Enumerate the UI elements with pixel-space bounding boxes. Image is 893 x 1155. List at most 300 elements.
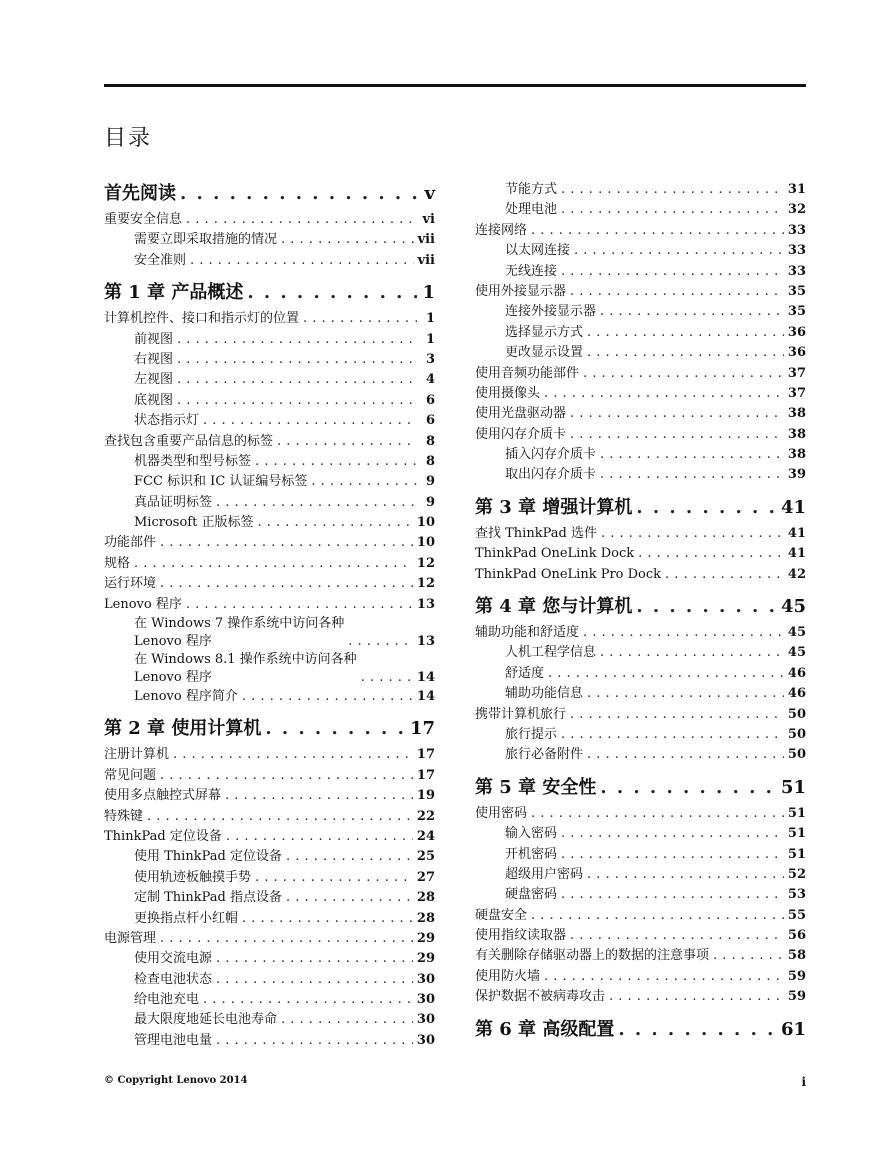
toc-leader-dots xyxy=(242,687,413,707)
toc-leader-dots xyxy=(173,745,413,765)
toc-entry-page-number: 17 xyxy=(416,747,435,763)
toc-entry-title: 规格 xyxy=(104,555,131,571)
toc-section-entry[interactable] xyxy=(475,364,806,384)
toc-section-entry[interactable] xyxy=(104,574,435,594)
toc-subsection-entry[interactable] xyxy=(104,909,435,929)
toc-section-entry[interactable] xyxy=(475,404,806,424)
toc-section-entry[interactable] xyxy=(475,987,806,1007)
toc-entry-page-number: 51 xyxy=(787,846,806,862)
toc-entry-title: 安全准则 xyxy=(134,252,187,268)
toc-section-entry[interactable] xyxy=(475,947,806,967)
toc-entry-page-number: 28 xyxy=(416,910,435,926)
toc-subsection-entry[interactable] xyxy=(475,845,806,865)
toc-entry-title: 第 5 章 安全性 xyxy=(475,776,597,798)
toc-entry-page-number: 52 xyxy=(787,866,806,882)
toc-entry-title: 输入密码 xyxy=(505,826,558,842)
toc-entry-title: 左视图 xyxy=(134,372,174,388)
toc-entry-title: 携带计算机旅行 xyxy=(475,706,567,722)
toc-leader-dots xyxy=(160,533,413,553)
toc-entry-page-number: 12 xyxy=(416,576,435,592)
toc-leader-dots xyxy=(587,865,784,885)
toc-subsection-entry[interactable] xyxy=(475,241,806,261)
toc-section-entry[interactable] xyxy=(475,623,806,643)
toc-entry-title: 需要立即采取措施的情况 xyxy=(134,232,278,248)
toc-entry-title: 连接外接显示器 xyxy=(505,304,597,320)
toc-subsection-entry[interactable] xyxy=(475,725,806,745)
toc-leader-dots xyxy=(561,885,784,905)
toc-leader-dots xyxy=(601,524,784,544)
toc-leader-dots xyxy=(600,465,784,485)
toc-chapter-entry[interactable] xyxy=(104,279,435,307)
toc-entry-page-number: 46 xyxy=(787,686,806,702)
toc-entry-page-number: 56 xyxy=(787,928,806,944)
toc-section-entry[interactable] xyxy=(104,595,435,615)
toc-subsection-entry[interactable] xyxy=(104,251,435,271)
toc-entry-page-number: 37 xyxy=(787,365,806,381)
toc-leader-dots xyxy=(160,929,413,949)
toc-entry-page-number: 30 xyxy=(416,971,435,987)
toc-leader-dots xyxy=(574,241,784,261)
toc-leader-dots xyxy=(286,888,413,908)
toc-entry-title: 辅助功能信息 xyxy=(505,686,584,702)
toc-entry-title: 功能部件 xyxy=(104,535,157,551)
toc-entry-page-number: 36 xyxy=(787,324,806,340)
toc-entry-title: 超级用户密码 xyxy=(505,866,584,882)
toc-right-column xyxy=(475,180,806,1046)
toc-entry-page-number: 51 xyxy=(787,805,806,821)
toc-entry-page-number: 3 xyxy=(425,351,435,367)
toc-entry-title-line: Lenovo 程序 xyxy=(134,670,212,686)
toc-leader-dots xyxy=(570,282,784,302)
toc-entry-page-number: v xyxy=(424,183,435,204)
toc-entry-title: 底视图 xyxy=(134,392,174,408)
toc-leader-dots xyxy=(177,350,417,370)
toc-entry-title: 状态指示灯 xyxy=(134,413,200,429)
toc-section-entry[interactable] xyxy=(104,309,435,329)
toc-leader-dots xyxy=(303,309,417,329)
toc-entry-page-number: 32 xyxy=(787,202,806,218)
toc-entry-page-number: 33 xyxy=(787,222,806,238)
toc-leader-dots xyxy=(247,279,417,307)
toc-leader-dots xyxy=(600,643,784,663)
toc-entry-title: 使用闪存介质卡 xyxy=(475,426,567,442)
toc-section-entry[interactable] xyxy=(475,926,806,946)
toc-chapter-entry[interactable] xyxy=(475,774,806,802)
toc-entry-page-number: 35 xyxy=(787,304,806,320)
toc-entry-page-number: 41 xyxy=(787,546,806,562)
toc-entry-title: 检查电池状态 xyxy=(134,971,213,987)
toc-entry-page-number: 46 xyxy=(787,665,806,681)
toc-entry-title: 插入闪存介质卡 xyxy=(505,447,597,463)
toc-leader-dots xyxy=(583,364,784,384)
toc-leader-dots xyxy=(277,432,417,452)
toc-leader-dots xyxy=(177,330,417,350)
toc-entry-title: 计算机控件、接口和指示灯的位置 xyxy=(104,311,300,327)
toc-leader-dots xyxy=(587,343,784,363)
toc-entry-page-number: 37 xyxy=(787,385,806,401)
toc-subsection-entry[interactable] xyxy=(104,391,435,411)
top-rule xyxy=(104,84,806,87)
toc-leader-dots xyxy=(531,221,784,241)
toc-subsection-entry[interactable] xyxy=(104,651,435,687)
toc-leader-dots xyxy=(570,705,784,725)
toc-entry-title: 选择显示方式 xyxy=(505,324,584,340)
toc-subsection-entry[interactable] xyxy=(475,323,806,343)
toc-entry-page-number: 50 xyxy=(787,706,806,722)
toc-entry-page-number: 30 xyxy=(416,992,435,1008)
toc-leader-dots xyxy=(186,210,417,230)
toc-entry-page-number: 42 xyxy=(787,566,806,582)
toc-entry-page-number: 27 xyxy=(416,869,435,885)
toc-subsection-entry[interactable] xyxy=(475,262,806,282)
toc-entry-title: 重要安全信息 xyxy=(104,211,183,227)
toc-entry-title: 有关删除存储驱动器上的数据的注意事项 xyxy=(475,948,710,964)
toc-leader-dots xyxy=(600,445,784,465)
toc-entry-page-number: 51 xyxy=(787,826,806,842)
toc-section-entry[interactable] xyxy=(104,929,435,949)
toc-entry-title: ThinkPad OneLink Pro Dock xyxy=(475,566,662,582)
toc-entry-page-number: 25 xyxy=(416,849,435,865)
toc-section-entry[interactable] xyxy=(104,807,435,827)
toc-entry-title: 开机密码 xyxy=(505,846,558,862)
toc-leader-dots xyxy=(561,262,784,282)
page-title: 目录 xyxy=(104,126,153,151)
toc-entry-page-number: 59 xyxy=(787,968,806,984)
toc-entry-title: 常见问题 xyxy=(104,767,157,783)
toc-subsection-entry[interactable] xyxy=(104,847,435,867)
toc-subsection-entry[interactable] xyxy=(104,687,435,707)
toc-entry-title: 管理电池电量 xyxy=(134,1032,213,1048)
toc-chapter-entry[interactable] xyxy=(475,593,806,621)
toc-section-entry[interactable] xyxy=(104,766,435,786)
toc-entry-title: 保护数据不被病毒攻击 xyxy=(475,989,606,1005)
toc-entry-title: 人机工程学信息 xyxy=(505,645,597,661)
toc-entry-page-number: 9 xyxy=(425,494,435,510)
toc-entry-title: 定制 ThinkPad 指点设备 xyxy=(134,890,282,906)
toc-entry-title: 旅行提示 xyxy=(505,726,558,742)
toc-entry-page-number: 51 xyxy=(780,776,806,798)
toc-entry-page-number: 33 xyxy=(787,243,806,259)
toc-entry-page-number: 50 xyxy=(787,726,806,742)
toc-section-entry[interactable] xyxy=(104,827,435,847)
toc-entry-title: Lenovo 程序 xyxy=(104,596,182,612)
toc-section-entry[interactable] xyxy=(475,524,806,544)
toc-entry-page-number: 38 xyxy=(787,406,806,422)
toc-subsection-entry[interactable] xyxy=(104,513,435,533)
toc-subsection-entry[interactable] xyxy=(104,230,435,250)
toc-entry-title-line: 在 Windows 8.1 操作系统中访问各种 xyxy=(134,652,357,668)
toc-leader-dots xyxy=(311,472,417,492)
toc-subsection-entry[interactable] xyxy=(104,888,435,908)
toc-entry-page-number: 17 xyxy=(409,718,435,740)
toc-entry-title: 真品证明标签 xyxy=(134,494,213,510)
toc-leader-dots xyxy=(636,494,777,522)
toc-entry-page-number: 41 xyxy=(780,496,806,518)
toc-chapter-entry[interactable] xyxy=(104,180,435,208)
toc-subsection-entry[interactable] xyxy=(475,643,806,663)
toc-entry-title: 使用交流电源 xyxy=(134,951,213,967)
toc-entry-page-number: 59 xyxy=(787,989,806,1005)
toc-leader-dots xyxy=(609,987,784,1007)
toc-entry-title: ThinkPad OneLink Dock xyxy=(475,546,635,562)
toc-entry-page-number: 38 xyxy=(787,426,806,442)
toc-section-entry[interactable] xyxy=(475,804,806,824)
toc-entry-page-number: 55 xyxy=(787,907,806,923)
toc-leader-dots xyxy=(190,251,414,271)
toc-leader-dots xyxy=(361,669,413,687)
toc-entry-title xyxy=(134,615,344,651)
toc-leader-dots xyxy=(255,452,417,472)
toc-entry-title: 硬盘密码 xyxy=(505,887,558,903)
toc-section-entry[interactable] xyxy=(475,384,806,404)
toc-leader-dots xyxy=(531,906,784,926)
toc-leader-dots xyxy=(216,949,413,969)
toc-entry-title: 连接网络 xyxy=(475,222,528,238)
toc-entry-page-number: 41 xyxy=(787,525,806,541)
toc-leader-dots xyxy=(265,715,406,743)
toc-entry-title: 使用防火墙 xyxy=(475,968,541,984)
toc-subsection-entry[interactable] xyxy=(104,949,435,969)
toc-subsection-entry[interactable] xyxy=(475,664,806,684)
toc-entry-title: 使用多点触控式屏幕 xyxy=(104,788,222,804)
toc-entry-title: 舒适度 xyxy=(505,665,545,681)
toc-entry-title: 以太网连接 xyxy=(505,243,571,259)
toc-entry-title: 最大限度地延长电池寿命 xyxy=(134,1012,278,1028)
toc-entry-title-line: Lenovo 程序 xyxy=(134,634,212,650)
toc-entry-page-number: 8 xyxy=(425,453,435,469)
toc-subsection-entry[interactable] xyxy=(104,350,435,370)
toc-leader-dots xyxy=(561,824,784,844)
toc-subsection-entry[interactable] xyxy=(104,970,435,990)
toc-entry-page-number: 45 xyxy=(787,645,806,661)
toc-section-entry[interactable] xyxy=(104,745,435,765)
toc-section-entry[interactable] xyxy=(475,221,806,241)
toc-leader-dots xyxy=(600,302,784,322)
toc-entry-page-number: 29 xyxy=(416,930,435,946)
toc-section-entry[interactable] xyxy=(104,786,435,806)
toc-leader-dots xyxy=(561,845,784,865)
toc-leader-dots xyxy=(561,725,784,745)
toc-entry-title: 使用音频功能部件 xyxy=(475,365,580,381)
toc-entry-title: 处理电池 xyxy=(505,202,558,218)
toc-entry-page-number: 17 xyxy=(416,767,435,783)
toc-entry-page-number: 24 xyxy=(416,828,435,844)
toc-leader-dots xyxy=(561,200,784,220)
toc-entry-page-number: 45 xyxy=(787,625,806,641)
toc-entry-title: ThinkPad 定位设备 xyxy=(104,828,222,844)
toc-section-entry[interactable] xyxy=(475,565,806,585)
footer-copyright: © Copyright Lenovo 2014 xyxy=(104,1075,248,1086)
toc-entry-page-number: vi xyxy=(422,211,435,227)
toc-leader-dots xyxy=(147,807,413,827)
toc-subsection-entry[interactable] xyxy=(104,1031,435,1051)
toc-subsection-entry[interactable] xyxy=(104,493,435,513)
toc-leader-dots xyxy=(255,868,413,888)
toc-leader-dots xyxy=(281,1010,413,1030)
toc-entry-title: 机器类型和型号标签 xyxy=(134,453,252,469)
toc-leader-dots xyxy=(203,411,417,431)
toc-leader-dots xyxy=(636,593,777,621)
toc-leader-dots xyxy=(531,804,784,824)
toc-entry-title: 使用 ThinkPad 定位设备 xyxy=(134,849,282,865)
toc-entry-page-number: 13 xyxy=(416,596,435,612)
toc-subsection-entry[interactable] xyxy=(104,990,435,1010)
toc-leader-dots xyxy=(257,513,412,533)
toc-entry-title: 电源管理 xyxy=(104,930,157,946)
toc-entry-page-number: 61 xyxy=(780,1018,806,1040)
toc-section-entry[interactable] xyxy=(104,554,435,574)
toc-subsection-entry[interactable] xyxy=(475,302,806,322)
toc-subsection-entry[interactable] xyxy=(475,824,806,844)
toc-section-entry[interactable] xyxy=(475,906,806,926)
toc-subsection-entry[interactable] xyxy=(104,370,435,390)
toc-subsection-entry[interactable] xyxy=(475,343,806,363)
footer-page-number: i xyxy=(801,1075,806,1089)
toc-leader-dots xyxy=(177,391,417,411)
toc-entry-page-number: 6 xyxy=(425,392,435,408)
toc-entry-page-number: 58 xyxy=(787,948,806,964)
toc-left-column xyxy=(104,180,435,1051)
toc-subsection-entry[interactable] xyxy=(104,330,435,350)
toc-subsection-entry[interactable] xyxy=(104,472,435,492)
toc-entry-page-number: 33 xyxy=(787,263,806,279)
toc-leader-dots xyxy=(561,180,784,200)
toc-leader-dots xyxy=(544,967,784,987)
toc-leader-dots xyxy=(160,766,413,786)
toc-subsection-entry[interactable] xyxy=(104,411,435,431)
toc-entry-page-number: 13 xyxy=(416,634,435,650)
toc-entry-title: 旅行必备附件 xyxy=(505,747,584,763)
toc-leader-dots xyxy=(570,404,784,424)
toc-subsection-entry[interactable] xyxy=(475,180,806,200)
toc-leader-dots xyxy=(177,370,417,390)
toc-entry-page-number: 31 xyxy=(787,181,806,197)
toc-leader-dots xyxy=(226,827,413,847)
toc-entry-page-number: 22 xyxy=(416,808,435,824)
toc-leader-dots xyxy=(587,745,784,765)
toc-entry-title xyxy=(134,651,357,687)
toc-leader-dots xyxy=(216,970,413,990)
toc-entry-title: 查找 ThinkPad 选件 xyxy=(475,525,597,541)
toc-entry-page-number: 14 xyxy=(416,689,435,705)
toc-subsection-entry[interactable] xyxy=(104,1011,435,1031)
toc-subsection-entry[interactable] xyxy=(475,465,806,485)
toc-leader-dots xyxy=(587,684,784,704)
toc-section-entry[interactable] xyxy=(104,432,435,452)
toc-entry-page-number: 1 xyxy=(425,311,435,327)
toc-entry-title: 右视图 xyxy=(134,351,174,367)
toc-leader-dots xyxy=(203,990,413,1010)
toc-subsection-entry[interactable] xyxy=(475,200,806,220)
toc-leader-dots xyxy=(618,1016,777,1044)
toc-leader-dots xyxy=(600,774,777,802)
toc-chapter-entry[interactable] xyxy=(104,715,435,743)
toc-entry-title: 第 2 章 使用计算机 xyxy=(104,718,262,740)
toc-entry-title: 前视图 xyxy=(134,331,174,347)
toc-leader-dots xyxy=(638,544,784,564)
toc-subsection-entry[interactable] xyxy=(104,868,435,888)
toc-entry-title: 使用外接显示器 xyxy=(475,283,567,299)
toc-entry-title: 无线连接 xyxy=(505,263,558,279)
toc-leader-dots xyxy=(348,633,413,651)
toc-leader-dots xyxy=(570,425,784,445)
toc-section-entry[interactable] xyxy=(475,705,806,725)
toc-entry-title: FCC 标识和 IC 认证编号标签 xyxy=(134,474,308,490)
toc-leader-dots xyxy=(216,493,417,513)
toc-entry-title: 辅助功能和舒适度 xyxy=(475,625,580,641)
toc-section-entry[interactable] xyxy=(475,967,806,987)
toc-entry-page-number: 9 xyxy=(425,474,435,490)
toc-leader-dots xyxy=(570,926,784,946)
toc-entry-title: 第 3 章 增强计算机 xyxy=(475,496,633,518)
toc-entry-page-number: 14 xyxy=(416,670,435,686)
toc-subsection-entry[interactable] xyxy=(475,684,806,704)
toc-entry-page-number: vii xyxy=(417,252,435,268)
toc-leader-dots xyxy=(544,384,784,404)
toc-section-entry[interactable] xyxy=(475,544,806,564)
toc-leader-dots xyxy=(281,230,414,250)
toc-entry-page-number: 10 xyxy=(416,535,435,551)
toc-entry-page-number: 6 xyxy=(425,413,435,429)
toc-section-entry[interactable] xyxy=(104,210,435,230)
toc-leader-dots xyxy=(587,323,784,343)
toc-entry-title: 查找包含重要产品信息的标签 xyxy=(104,433,274,449)
toc-section-entry[interactable] xyxy=(475,425,806,445)
toc-entry-page-number: 8 xyxy=(425,433,435,449)
toc-chapter-entry[interactable] xyxy=(475,1016,806,1044)
toc-entry-page-number: 53 xyxy=(787,887,806,903)
toc-entry-title: 使用指纹读取器 xyxy=(475,928,567,944)
toc-entry-page-number: 10 xyxy=(416,515,435,531)
toc-entry-title: 更换指点杆小红帽 xyxy=(134,910,239,926)
toc-subsection-entry[interactable] xyxy=(475,865,806,885)
toc-entry-page-number: 36 xyxy=(787,345,806,361)
toc-leader-dots xyxy=(242,909,413,929)
toc-entry-title: 使用摄像头 xyxy=(475,385,541,401)
toc-subsection-entry[interactable] xyxy=(104,615,435,651)
toc-entry-title: 运行环境 xyxy=(104,576,157,592)
toc-entry-title: 硬盘安全 xyxy=(475,907,528,923)
toc-entry-page-number: 1 xyxy=(425,331,435,347)
toc-chapter-entry[interactable] xyxy=(475,494,806,522)
toc-section-entry[interactable] xyxy=(475,282,806,302)
toc-entry-title: Lenovo 程序简介 xyxy=(134,689,238,705)
toc-leader-dots xyxy=(216,1031,413,1051)
toc-entry-title: 使用轨迹板触摸手势 xyxy=(134,869,252,885)
toc-entry-page-number: 35 xyxy=(787,283,806,299)
toc-section-entry[interactable] xyxy=(104,533,435,553)
toc-entry-page-number: 45 xyxy=(780,596,806,618)
toc-entry-title: 节能方式 xyxy=(505,181,558,197)
toc-entry-page-number: vii xyxy=(417,232,435,248)
toc-entry-title: 首先阅读 xyxy=(104,183,176,204)
toc-entry-title: 更改显示设置 xyxy=(505,345,584,361)
toc-entry-page-number: 4 xyxy=(425,372,435,388)
toc-subsection-entry[interactable] xyxy=(475,445,806,465)
toc-entry-page-number: 38 xyxy=(787,447,806,463)
toc-entry-title: Microsoft 正版标签 xyxy=(134,515,254,531)
toc-entry-title: 使用光盘驱动器 xyxy=(475,406,567,422)
toc-leader-dots xyxy=(583,623,784,643)
toc-entry-title: 给电池充电 xyxy=(134,992,200,1008)
toc-subsection-entry[interactable] xyxy=(104,452,435,472)
toc-entry-title: 第 6 章 高级配置 xyxy=(475,1018,615,1040)
toc-subsection-entry[interactable] xyxy=(475,885,806,905)
toc-entry-page-number: 28 xyxy=(416,890,435,906)
toc-leader-dots xyxy=(225,786,413,806)
toc-entry-page-number: 30 xyxy=(416,1012,435,1028)
toc-subsection-entry[interactable] xyxy=(475,745,806,765)
